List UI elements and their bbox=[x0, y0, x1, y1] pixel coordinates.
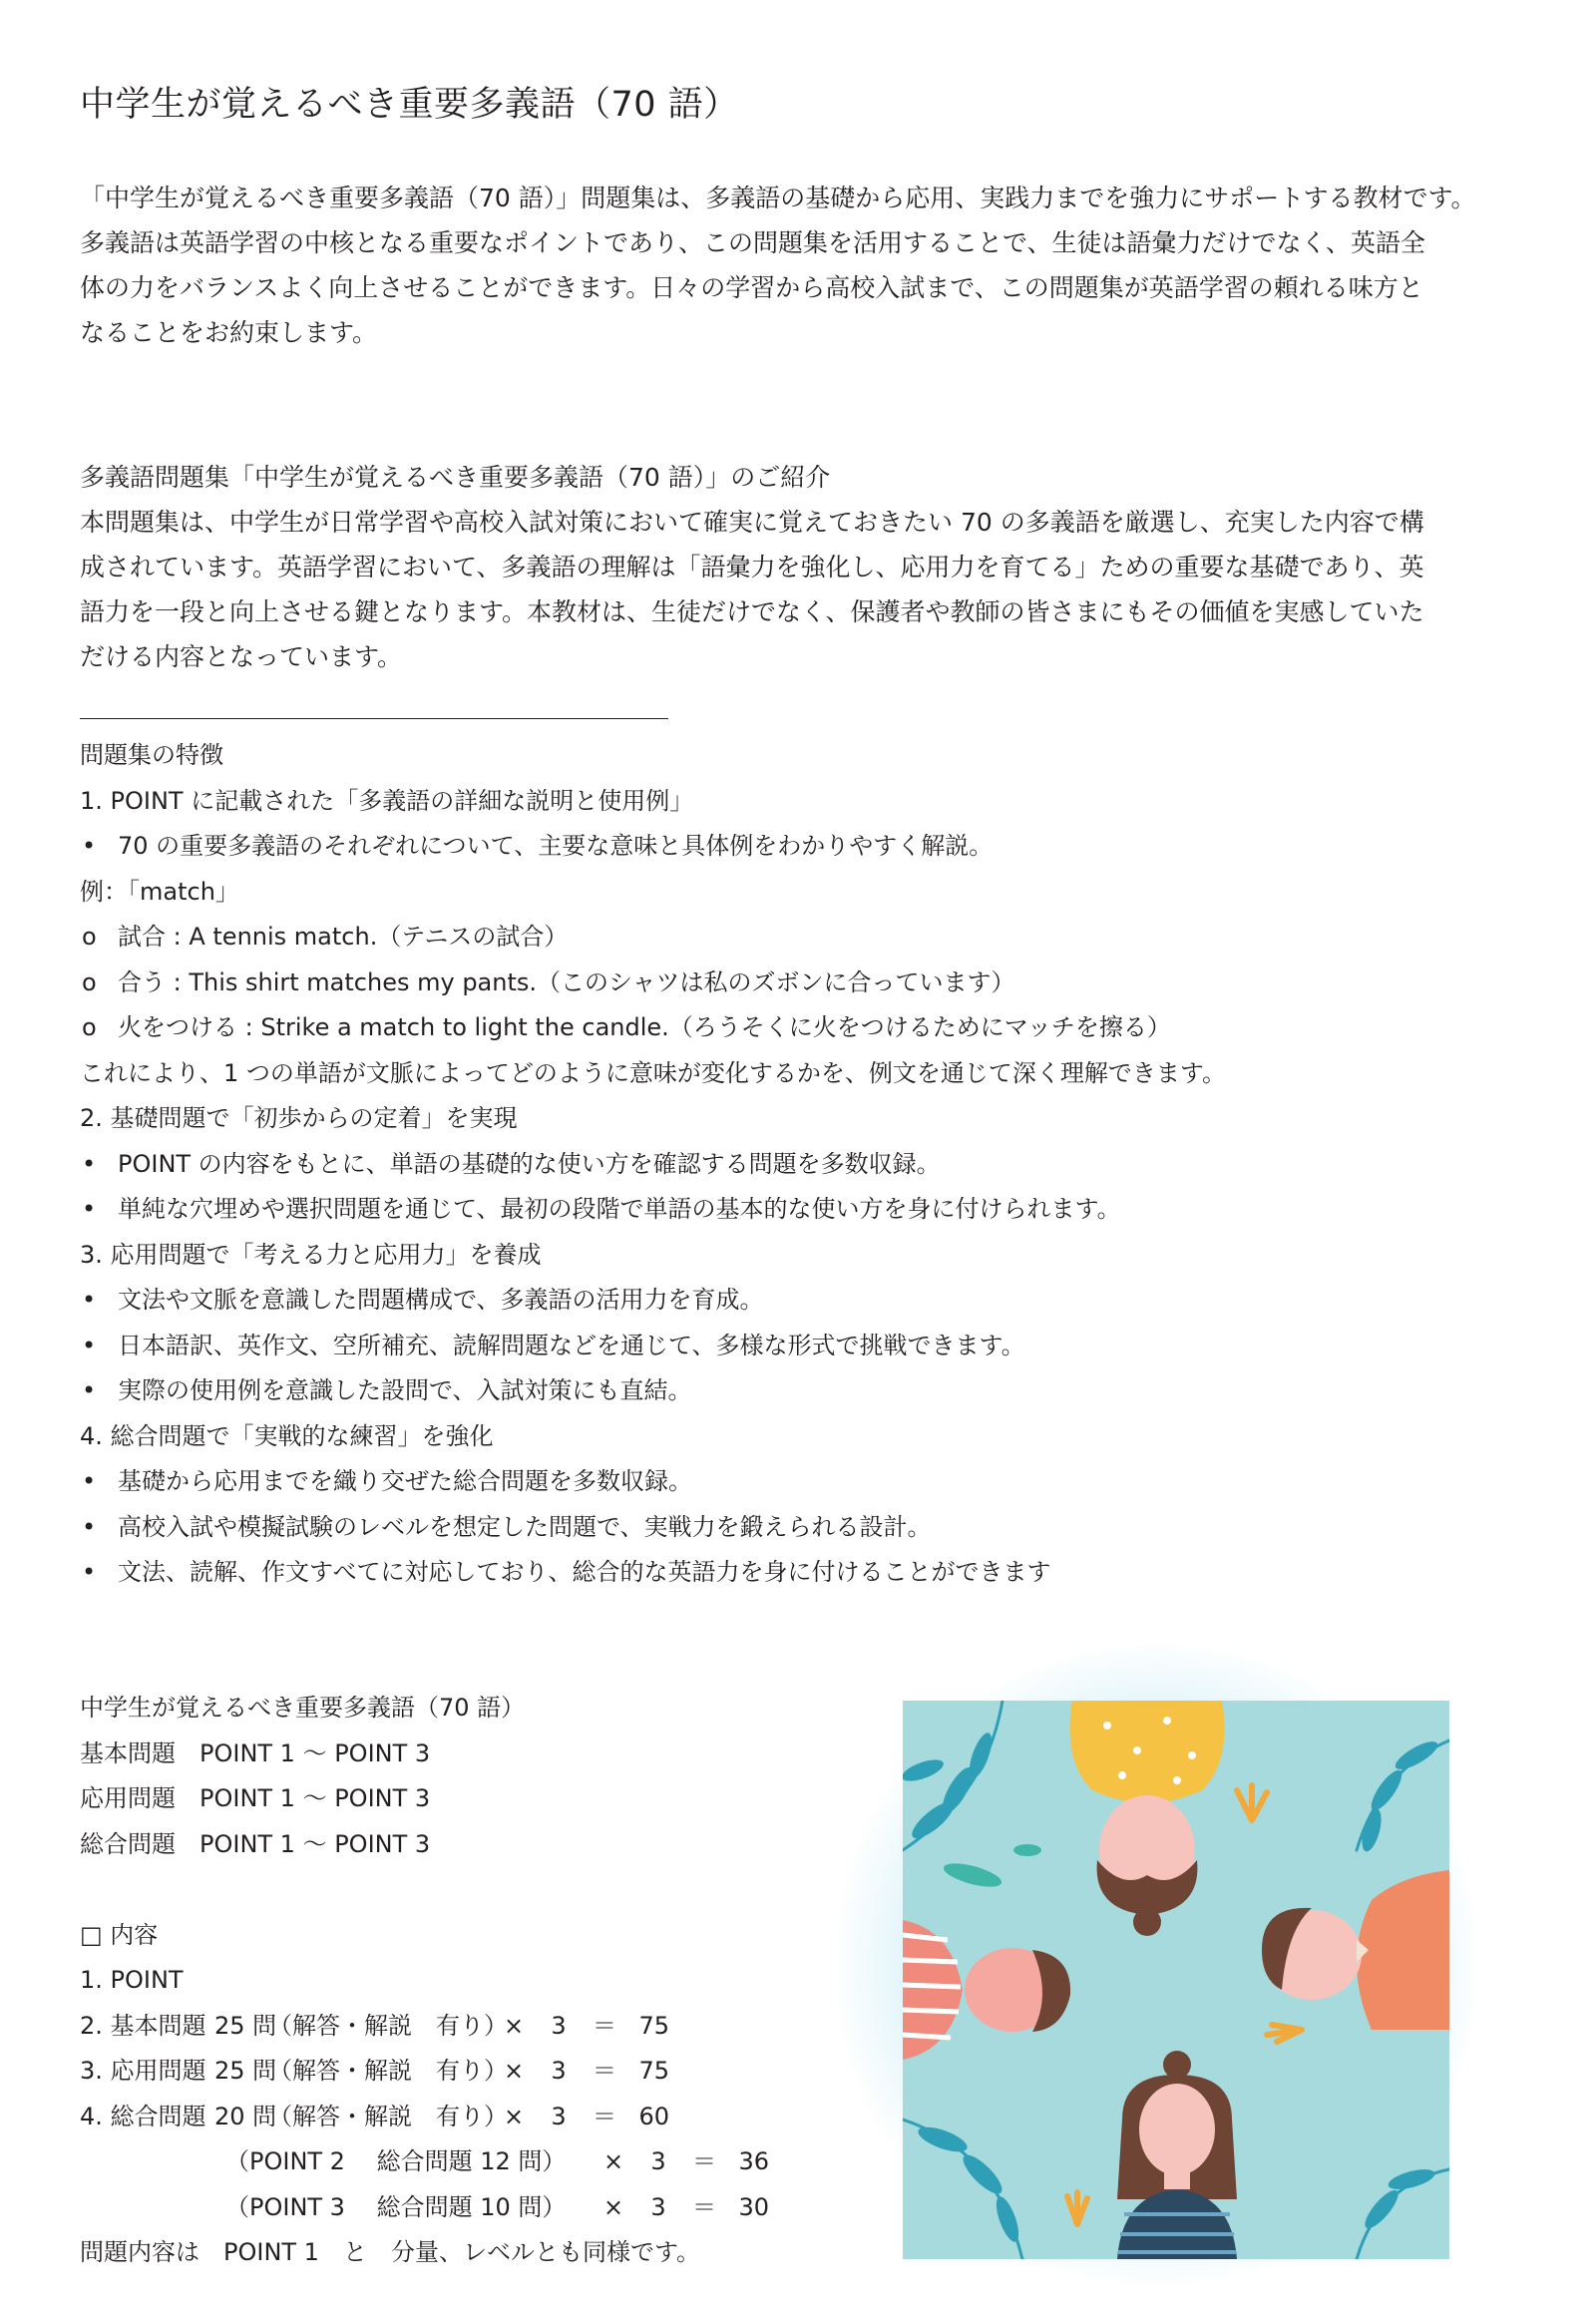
feature-2-title: 2. 基礎問題で「初歩からの定着」を実現 bbox=[80, 1104, 518, 1132]
equals-sign: ＝ bbox=[692, 2147, 716, 2175]
example-label: 例：「match」 bbox=[80, 877, 239, 906]
section-line: 成されています。英語学習において、多義語の理解は「語彙力を強化し、応用力を育てる」ための重要な基礎であり、英 bbox=[80, 553, 1424, 581]
feature-3-title: 3. 応用問題で「考える力と応用力」を養成 bbox=[80, 1240, 542, 1269]
bullet-text: 単純な穴埋めや選択問題を通じて、最初の段階で単語の基本的な使い方を身に付けられます。 bbox=[118, 1195, 1121, 1223]
section-divider bbox=[80, 718, 668, 719]
equals-sign: ＝ bbox=[593, 2011, 616, 2040]
summary-part: 応用問題 POINT 1 ～ POINT 3 bbox=[80, 1784, 431, 1812]
intro-paragraph bbox=[80, 176, 1516, 355]
bullet-text: 実際の使用例を意識した設問で、入試対策にも直結。 bbox=[118, 1376, 692, 1404]
section-line: 本問題集は、中学生が日常学習や高校入試対策において確実に覚えておきたい 70 の多義語を厳選し、充実した内容で構 bbox=[80, 508, 1424, 537]
row-note: （解答・解説 有り） bbox=[268, 2102, 508, 2130]
bullet-text: 日本語訳、英作文、空所補充、読解問題などを通じて、多様な形式で挑戦できます。 bbox=[118, 1331, 1025, 1359]
page-title: 中学生が覚えるべき重要多義語（70 語） bbox=[80, 85, 739, 125]
bullet-text: 基礎から応用までを織り交ぜた総合問題を多数収録。 bbox=[118, 1467, 692, 1495]
intro-line: 体の力をバランスよく向上させることができます。日々の学習から高校入試まで、この問題集が英語学習の頼れる味方と bbox=[80, 273, 1423, 302]
row-label: 4. 総合問題 bbox=[80, 2102, 206, 2130]
contents-sub-row bbox=[80, 2185, 769, 2231]
equals-sign: ＝ bbox=[692, 2192, 716, 2221]
summary-footer: 問題内容は POINT 1 と 分量、レベルとも同様です。 bbox=[80, 2238, 701, 2266]
bullet-text: 文法、読解、作文すべてに対応しており、総合的な英語力を身に付けることができます bbox=[118, 1558, 1051, 1586]
example-item bbox=[80, 1005, 1516, 1051]
feature-bullet bbox=[80, 1459, 1516, 1505]
row-note: （解答・解説 有り） bbox=[268, 2057, 508, 2085]
student-bottom bbox=[1117, 2051, 1237, 2259]
section-line: 語力を一段と向上させる鍵となります。本教材は、生徒だけでなく、保護者や教師の皆さまにもその価値を実感していた bbox=[80, 597, 1424, 626]
feature-bullet bbox=[80, 1324, 1516, 1369]
section-line: だける内容となっています。 bbox=[80, 642, 403, 671]
features-heading: 問題集の特徴 bbox=[80, 741, 223, 769]
bullet-icon: • bbox=[82, 1512, 97, 1541]
bullet-icon: • bbox=[82, 1195, 97, 1223]
row-count: 20 問 bbox=[214, 2102, 277, 2130]
row-count: 25 問 bbox=[214, 2057, 277, 2085]
intro-line: なることをお約束します。 bbox=[80, 318, 378, 347]
feature-4-title: 4. 総合問題で「実戦的な練習」を強化 bbox=[80, 1421, 494, 1450]
bullet-icon: • bbox=[82, 1149, 97, 1178]
example-text: 合う : This shirt matches my pants.（このシャツは私のズボンに合っています） bbox=[118, 967, 1015, 996]
student-left bbox=[903, 1920, 1070, 2060]
feature-1-title: 1. POINT に記載された「多義語の詳細な説明と使用例」 bbox=[80, 786, 694, 815]
feature-bullet bbox=[80, 1142, 1516, 1188]
features-section bbox=[80, 733, 1516, 1596]
multiply-sign: × bbox=[602, 2147, 624, 2175]
multiply-sign: × bbox=[602, 2192, 624, 2221]
contents-row bbox=[80, 2095, 769, 2140]
feature-1-conclusion: これにより、1 つの単語が文脈によってどのように意味が変化するかを、例文を通じて深く理解できます。 bbox=[80, 1058, 1226, 1087]
bullet-text: 文法や文脈を意識した問題構成で、多義語の活用力を育成。 bbox=[118, 1286, 764, 1314]
student-right bbox=[1262, 1870, 1449, 2030]
example-text: 火をつける : Strike a match to light the candle.（ろうそくに火をつけるためにマッチを擦る） bbox=[118, 1013, 1171, 1041]
row-count: 25 問 bbox=[214, 2011, 277, 2040]
row-label: 3. 応用問題 bbox=[80, 2057, 206, 2085]
bullet-icon: • bbox=[82, 832, 97, 860]
example-item bbox=[80, 915, 1516, 961]
bullet-icon: • bbox=[82, 1331, 97, 1359]
row-note: （POINT 3 総合問題 10 問） bbox=[225, 2192, 567, 2221]
introduction-section bbox=[80, 455, 1516, 679]
row-note: （POINT 2 総合問題 12 問） bbox=[225, 2147, 567, 2175]
row-label: 2. 基本問題 bbox=[80, 2011, 206, 2040]
students-illustration-svg bbox=[903, 1701, 1449, 2259]
row-total: 30 bbox=[738, 2192, 769, 2221]
row-multiplier: 3 bbox=[551, 2102, 567, 2130]
row-total: 36 bbox=[738, 2147, 769, 2175]
row-note: （解答・解説 有り） bbox=[268, 2011, 508, 2040]
row-total: 75 bbox=[638, 2011, 669, 2040]
row-multiplier: 3 bbox=[650, 2192, 666, 2221]
row-total: 60 bbox=[638, 2102, 669, 2130]
contents-row bbox=[80, 2004, 769, 2050]
equals-sign: ＝ bbox=[593, 2102, 616, 2130]
row-total: 75 bbox=[638, 2057, 669, 2085]
sub-bullet-icon: o bbox=[82, 923, 97, 951]
bullet-icon: • bbox=[82, 1286, 97, 1314]
intro-line: 多義語は英語学習の中核となる重要なポイントであり、この問題集を活用することで、生徒は語彙力だけでなく、英語全 bbox=[80, 228, 1426, 257]
bullet-icon: • bbox=[82, 1467, 97, 1495]
feature-bullet bbox=[80, 1368, 1516, 1414]
feature-bullet bbox=[80, 1505, 1516, 1551]
feature-bullet bbox=[80, 1550, 1516, 1596]
contents-sub-row bbox=[80, 2139, 769, 2185]
intro-line: 「中学生が覚えるべき重要多義語（70 語）」問題集は、多義語の基礎から応用、実践力までを強力にサポートする教材です。 bbox=[80, 184, 1476, 212]
summary-part: 基本問題 POINT 1 ～ POINT 3 bbox=[80, 1738, 431, 1767]
feature-bullet bbox=[80, 824, 1516, 870]
example-item bbox=[80, 961, 1516, 1006]
bullet-text: 高校入試や模擬試験のレベルを想定した問題で、実戦力を鍛えられる設計。 bbox=[118, 1512, 932, 1541]
example-text: 試合 : A tennis match.（テニスの試合） bbox=[118, 923, 569, 951]
multiply-sign: × bbox=[503, 2102, 525, 2130]
feature-bullet bbox=[80, 1278, 1516, 1324]
feature-bullet bbox=[80, 1187, 1516, 1233]
contents-item: 1. POINT bbox=[80, 1966, 184, 1994]
multiply-sign: × bbox=[503, 2011, 525, 2040]
contents-row bbox=[80, 2049, 769, 2095]
bullet-text: 70 の重要多義語のそれぞれについて、主要な意味と具体例をわかりやすく解説。 bbox=[118, 832, 994, 860]
student-top bbox=[1070, 1701, 1225, 1936]
row-multiplier: 3 bbox=[650, 2147, 666, 2175]
bullet-icon: • bbox=[82, 1376, 97, 1404]
spacer bbox=[80, 1867, 769, 1913]
multiply-sign: × bbox=[503, 2057, 525, 2085]
bullet-text: POINT の内容をもとに、単語の基礎的な使い方を確認する問題を多数収録。 bbox=[118, 1149, 941, 1178]
summary-part: 総合問題 POINT 1 ～ POINT 3 bbox=[80, 1829, 431, 1858]
sub-bullet-icon: o bbox=[82, 1013, 97, 1041]
sub-bullet-icon: o bbox=[82, 967, 97, 996]
students-illustration bbox=[903, 1701, 1449, 2259]
summary-title: 中学生が覚えるべき重要多義語（70 語） bbox=[80, 1694, 526, 1722]
row-multiplier: 3 bbox=[551, 2057, 567, 2085]
row-multiplier: 3 bbox=[551, 2011, 567, 2040]
summary-section bbox=[80, 1686, 769, 2276]
bullet-icon: • bbox=[82, 1558, 97, 1586]
section-heading: 多義語問題集「中学生が覚えるべき重要多義語（70 語）」のご紹介 bbox=[80, 463, 831, 492]
contents-heading: □ 内容 bbox=[80, 1920, 159, 1949]
equals-sign: ＝ bbox=[593, 2057, 616, 2085]
